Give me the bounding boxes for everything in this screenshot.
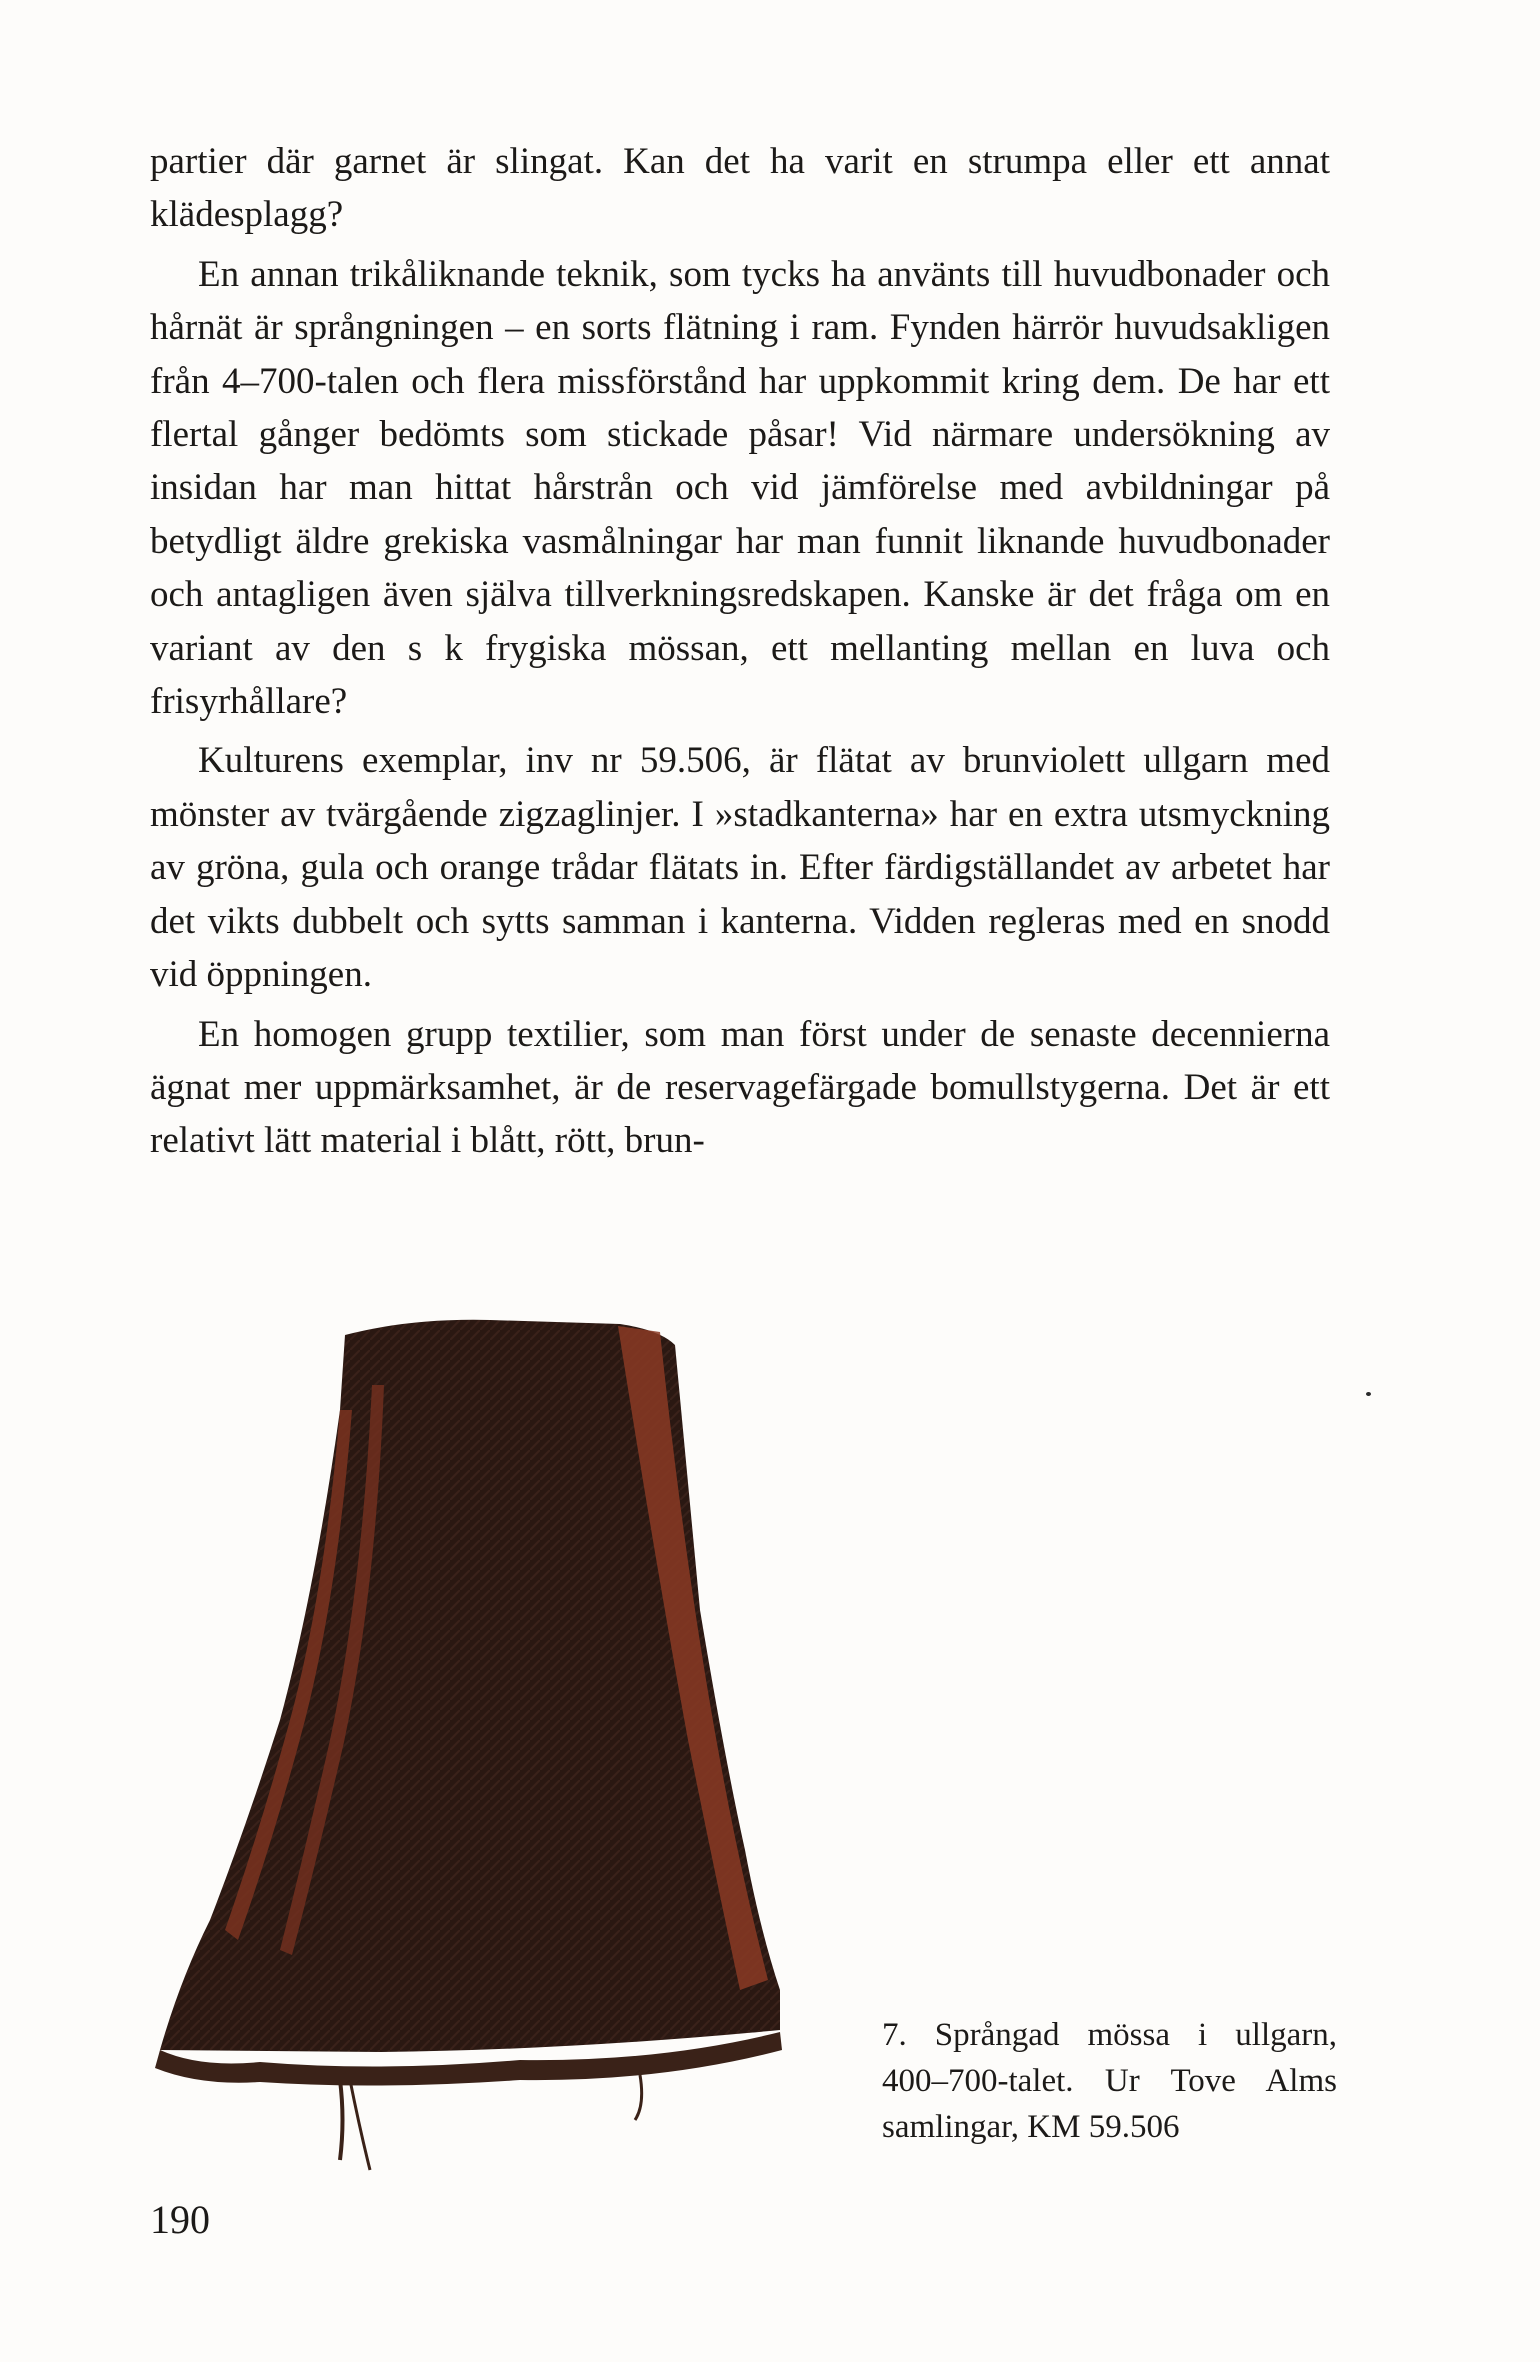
caption-line: 400–700-talet. Ur Tove Alms — [882, 2063, 1337, 2099]
caption-line: 7. Språngad mössa i ullgarn, — [882, 2017, 1337, 2053]
paragraph: En annan trikåliknande teknik, som tycks ha använts till huvudbonader och hårnät är språngningen – en sorts flätning i ram. Fynden härrör huvudsakligen från 4–700-talen och flera missförstånd har uppkommit kring dem. De har ett flertal gånger bedömts som stickade påsar! Vid närmare undersökning av insidan har man hittat hårstrån och vid jämförelse med avbildningar på betydligt äldre grekiska vasmålningar har man funnit liknande huvudbonader och antagligen även själva tillverkningsredskapen. Kanske är det fråga om en variant av den s k frygiska mössan, ett mellanting mellan en luva och frisyrhållare? — [150, 253, 1330, 723]
print-speck — [1366, 1392, 1371, 1396]
paragraph: En homogen grupp textilier, som man först under de senaste decennierna ägnat mer uppmärksamhet, är de reservagefärgade bomullstygerna. Det är ett relativt lätt material i blått, rött, brun- — [150, 1013, 1330, 1162]
body-text — [150, 135, 1330, 1168]
paragraph: Kulturens exemplar, inv nr 59.506, är flätat av brunviolett ullgarn med mönster av tvärgående zigzaglinjer. I »stadkanterna» har en extra utsmyckning av gröna, gula och orange trådar flätats in. Efter färdigställandet av arbetet har det vikts dubbelt och sytts samman i kanterna. Vidden regleras med en snodd vid öppningen. — [150, 740, 1330, 996]
figure-caption — [882, 2012, 1337, 2150]
caption-line: samlingar, KM 59.506 — [882, 2109, 1180, 2145]
page-number: 190 — [150, 2197, 210, 2242]
paragraph: partier där garnet är slingat. Kan det ha varit en strumpa eller ett annat klädesplagg? — [150, 141, 1330, 236]
cap-photograph — [140, 1290, 860, 2190]
